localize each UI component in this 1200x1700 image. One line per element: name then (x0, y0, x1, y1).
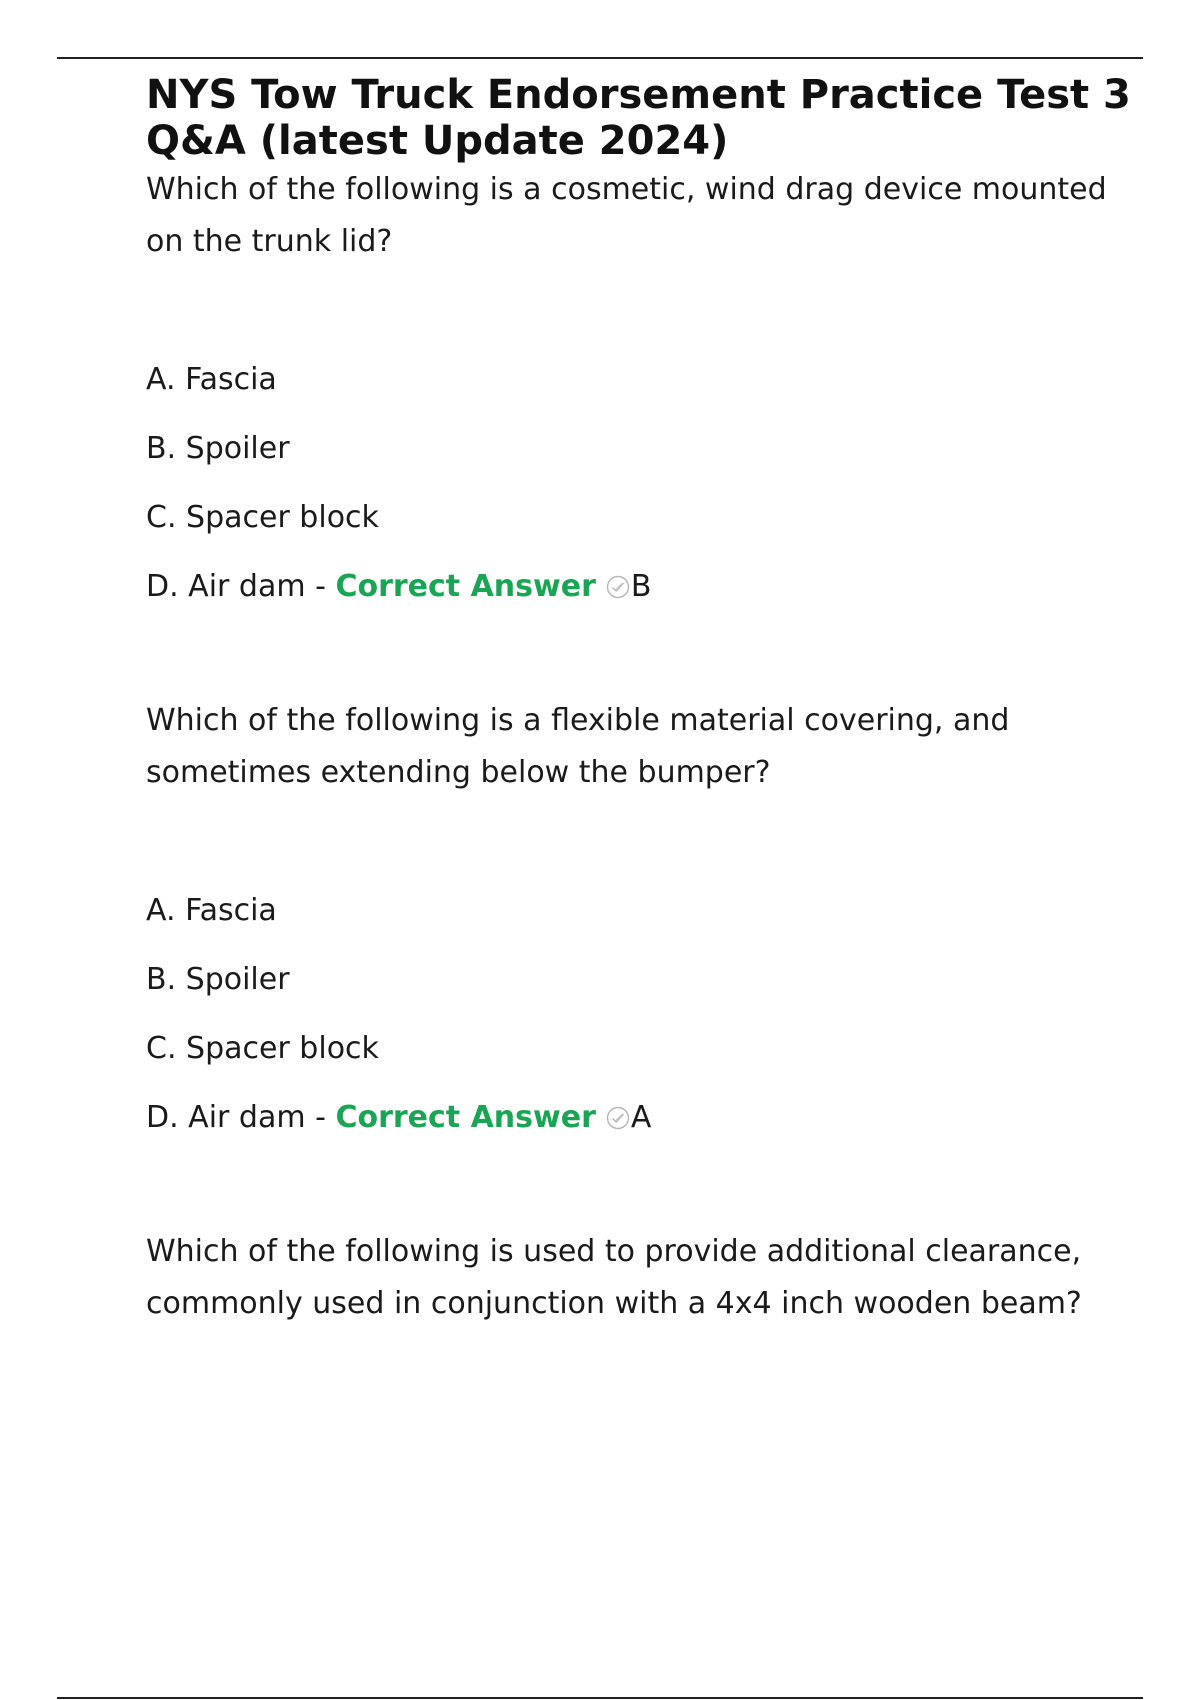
question-block-3 (146, 1226, 1146, 1330)
question-block-1 (146, 164, 1146, 613)
correct-answer-label: Correct Answer (335, 1100, 596, 1135)
option-b: B. Spoiler (146, 962, 290, 997)
page-content (146, 72, 1146, 1330)
option-d (146, 561, 1146, 613)
correct-answer-label: Correct Answer (335, 569, 596, 604)
option-d-text: D. Air dam - (146, 569, 336, 604)
option-c: C. Spacer block (146, 500, 379, 535)
page-title: NYS Tow Truck Endorsement Practice Test 3 Q&A (latest Update 2024) (146, 72, 1131, 164)
correct-answer-value: A (630, 1100, 652, 1135)
correct-answer-value: B (630, 569, 652, 604)
top-rule (57, 57, 1143, 59)
check-circle-icon (606, 575, 630, 599)
question-text: Which of the following is a cosmetic, wind drag device mounted on the trunk lid? (146, 172, 1107, 259)
option-a: A. Fascia (146, 362, 277, 397)
option-b: B. Spoiler (146, 431, 290, 466)
check-circle-icon (606, 1106, 630, 1130)
question-text: Which of the following is used to provide additional clearance, commonly used in conjunction with a 4x4 inch wooden beam? (146, 1234, 1082, 1321)
answer-options (146, 354, 1146, 613)
option-d-text: D. Air dam - (146, 1100, 336, 1135)
option-d (146, 1092, 1146, 1144)
bottom-rule (57, 1697, 1143, 1699)
question-block-2 (146, 695, 1146, 1144)
question-text: Which of the following is a flexible material covering, and sometimes extending below the bumper? (146, 703, 1010, 790)
option-a: A. Fascia (146, 893, 277, 928)
answer-options (146, 885, 1146, 1144)
option-c: C. Spacer block (146, 1031, 379, 1066)
